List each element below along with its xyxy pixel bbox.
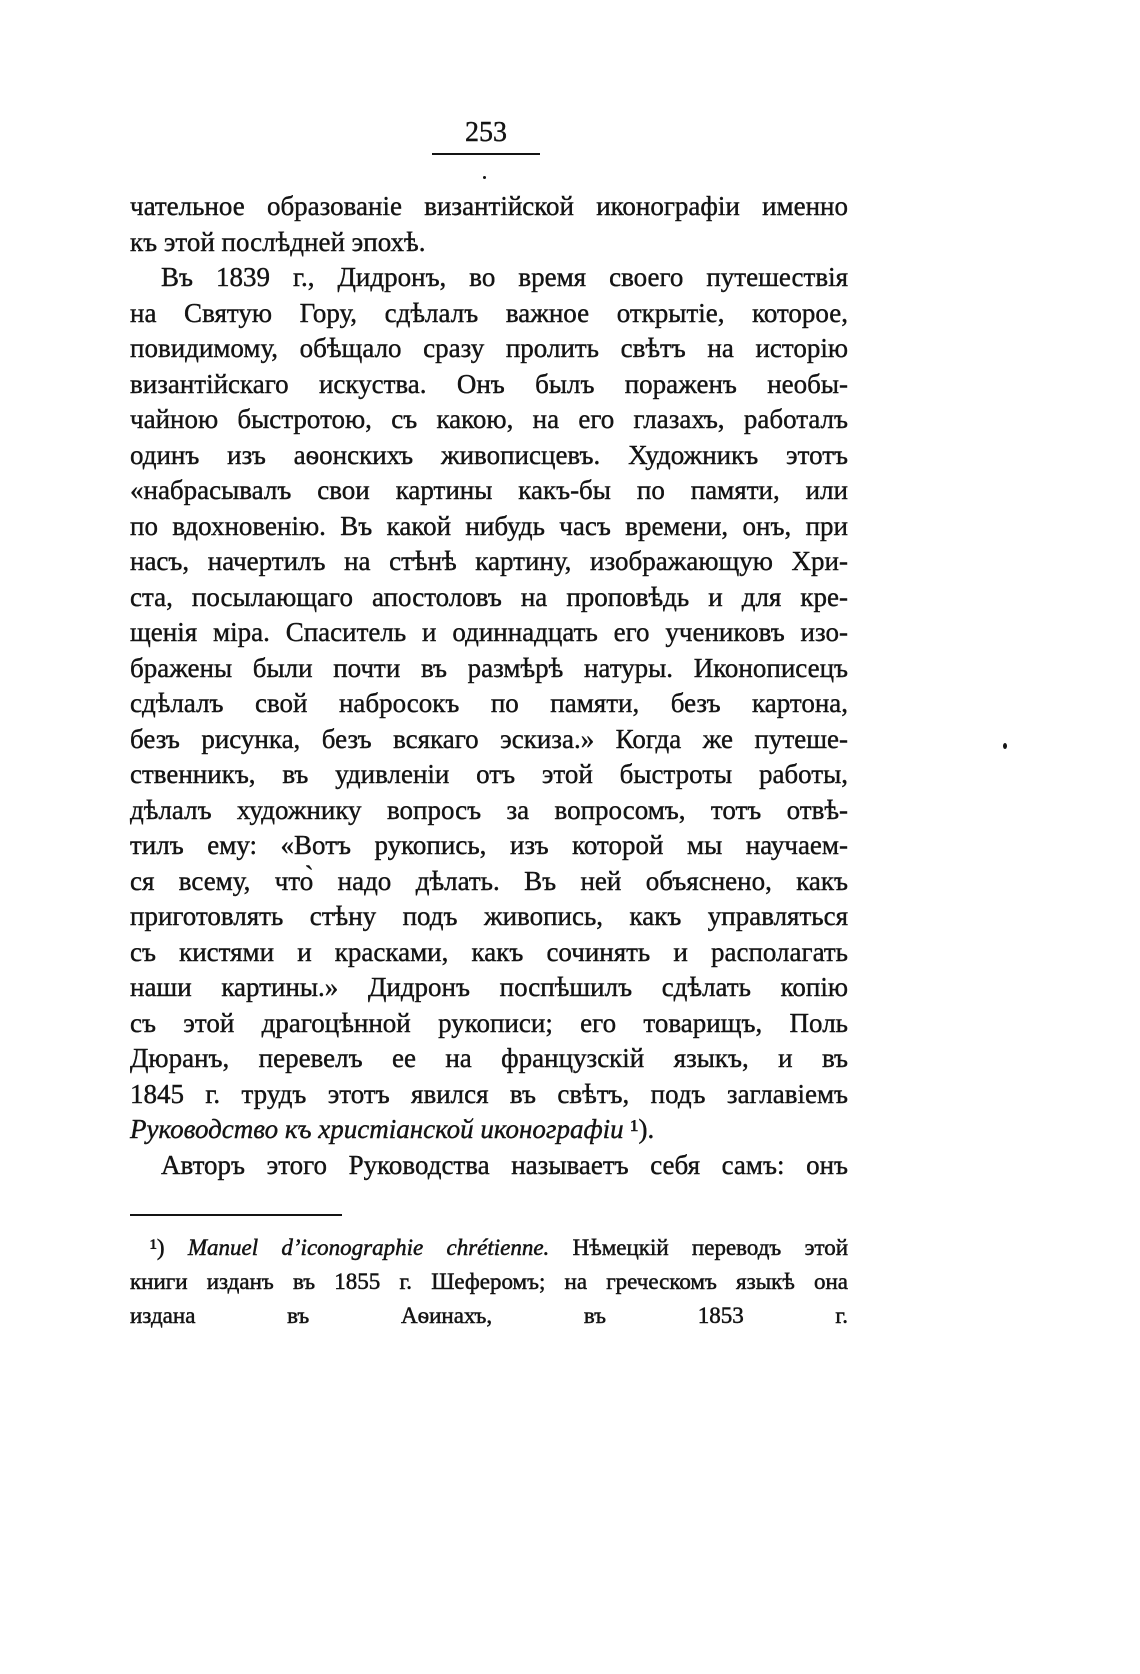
paragraph-first-line: Въ 1839 г., Дидронъ, во время своего путешествія: [161, 262, 848, 292]
body-line: «набрасывалъ свои картины какъ-бы по памяти, или: [130, 475, 848, 505]
body-line: дѣлалъ художнику вопросъ за вопросомъ, тотъ отвѣ-: [130, 794, 848, 825]
body-line: 1845 г. трудъ этотъ явился въ свѣтъ, подъ заглавіемъ: [130, 1078, 848, 1109]
scan-speck: [1003, 743, 1007, 749]
body-line: ся всему, что̀ надо дѣлать. Въ ней объяснено, какъ: [130, 865, 848, 896]
footnote: [130, 1231, 848, 1333]
book-title: Руководство къ христіанской иконографіи: [130, 1114, 624, 1144]
body-line: тилъ ему: «Вотъ рукопись, изъ которой мы научаем-: [130, 830, 848, 860]
body-line: щенія міра. Спаситель и одиннадцать его учениковъ изо-: [130, 617, 848, 647]
body-line: чайною быстротою, съ какою, на его глазахъ, работалъ: [130, 404, 848, 434]
body-line: приготовлять стѣну подъ живопись, какъ управляться: [130, 901, 848, 931]
body-line: ста, посылающаго апостоловъ на проповѣдь и для кре-: [130, 581, 848, 612]
body-line: чательное образованіе византійской иконографіи именно: [130, 191, 848, 221]
footnote-line: издана въ Аѳинахъ, въ 1853 г.: [130, 1303, 848, 1328]
body-line: бражены были почти въ размѣрѣ натуры. Иконописецъ: [130, 652, 848, 683]
body-line: Дюранъ, перевелъ ее на французскій языкъ, и въ: [130, 1043, 848, 1073]
body-line: наши картины.» Дидронъ поспѣшилъ сдѣлать копію: [130, 972, 848, 1002]
footnote-source-title: Manuel d’iconographie chrétienne.: [187, 1235, 550, 1260]
footnote-line: [130, 1231, 848, 1265]
body-line: сдѣлалъ свой набросокъ по памяти, безъ картона,: [130, 688, 848, 718]
body-line: одинъ изъ аѳонскихъ живописцевъ. Художникъ этотъ: [130, 439, 848, 470]
body-line: насъ, начертилъ на стѣнѣ картину, изображающую Хри-: [130, 546, 848, 576]
footnote-line: книги изданъ въ 1855 г. Шеферомъ; на греческомъ языкѣ она: [130, 1269, 848, 1294]
body-text: [130, 189, 848, 1183]
body-line: съ этой драгоцѣнной рукописи; его товарищъ, Поль: [130, 1007, 848, 1038]
body-line: безъ рисунка, безъ всякаго эскиза.» Когда же путеше-: [130, 723, 848, 754]
page-number: 253: [465, 117, 507, 148]
footnote-marker: ¹): [150, 1235, 165, 1260]
body-line: византійскаго искуства. Онъ былъ пораженъ необы-: [130, 368, 848, 399]
footnote-reference: ¹).: [623, 1114, 655, 1144]
body-line: ственникъ, въ удивленіи отъ этой быстроты работы,: [130, 759, 848, 789]
footnote-separator: [130, 1214, 342, 1216]
scan-speck: [483, 176, 486, 179]
body-line: повидимому, обѣщало сразу пролить свѣтъ на исторію: [130, 333, 848, 363]
paragraph-first-line: Авторъ этого Руководства называетъ себя самъ: онъ: [161, 1149, 848, 1180]
page-number-rule: [432, 153, 540, 155]
body-line: [130, 1112, 848, 1148]
body-line: по вдохновенію. Въ какой нибудь часъ времени, онъ, при: [130, 510, 848, 541]
body-line: съ кистями и красками, какъ сочинять и располагать: [130, 936, 848, 967]
body-line: къ этой послѣдней эпохѣ.: [130, 226, 426, 257]
body-line: на Святую Гору, сдѣлалъ важное открытіе, которое,: [130, 297, 848, 328]
footnote-text: Нѣмецкій переводъ этой: [572, 1235, 849, 1260]
